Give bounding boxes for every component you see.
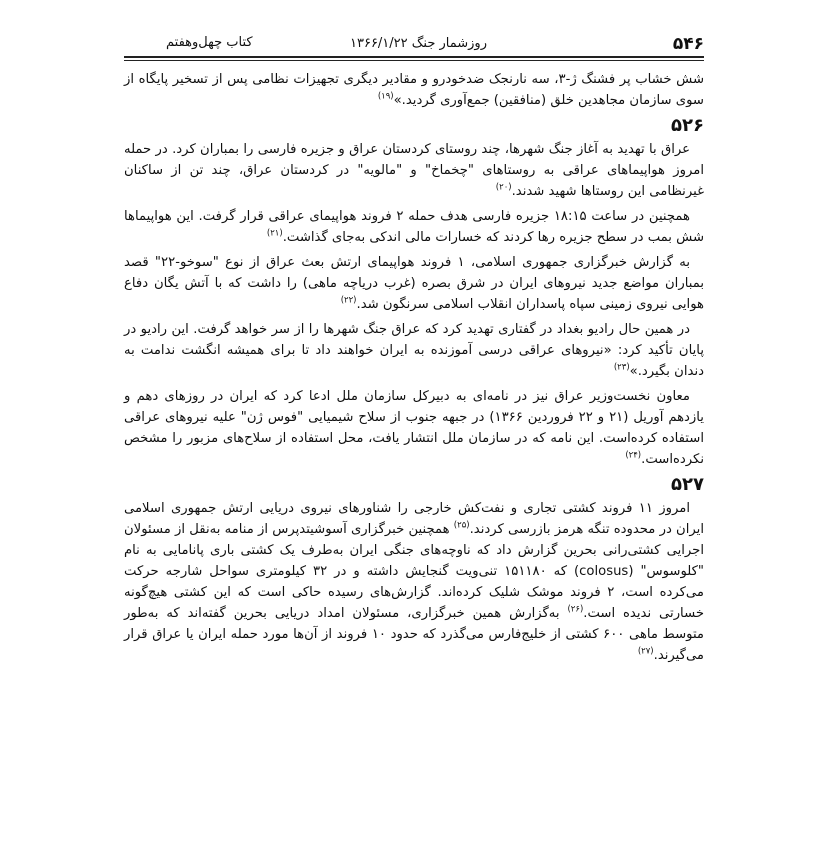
- paragraph-text: در همین حال رادیو بغداد در گفتاری تهدید کرد که عراق جنگ شهرها را از سر خواهد گرفت. این رادیو در پایان تأکید کرد: «نیروهای عراقی درسی آموزنده به ایران خواهند داد تا برای همیشه انگشت ندامت به دندان بگیرد.»: [124, 322, 704, 379]
- paragraph: [124, 319, 704, 382]
- footnote-ref: (۲۷): [637, 646, 654, 657]
- paragraph-text: همچنین خبرگزاری آسوشیتدپرس از منامه به‌نقل از مسئولان اجرایی کشتی‌رانی بحرین گزارش داد که ناوچه‌های جنگی ایران به‌طرف یک کشتی باری پانامایی به نام "کلوسوس" (colosus) که ۱۵۱۱۸۰ تنی‌ویت گنجایش داشته و در ۳۲ کیلومتری سواحل شارجه حرکت می‌کرده است، ۲ فروند موشک شلیک کرده‌اند. گزارش‌های رسیده حاکی است که این کشتی هیچ‌گونه خسارتی ندیده است.: [124, 522, 704, 621]
- footnote-ref: (۲۴): [625, 450, 642, 461]
- opening-paragraph: [124, 69, 704, 111]
- footnote-ref: (۲۲): [340, 295, 357, 306]
- footnote-ref: (۲۶): [567, 604, 584, 615]
- paragraph: [124, 206, 704, 248]
- section-number: ۵۲۶: [671, 115, 704, 136]
- page-number: ۵۴۶: [672, 34, 704, 54]
- running-title: روزشمار جنگ ۱۳۶۶/۱/۲۲: [350, 36, 487, 51]
- header-rule-thin: [124, 60, 704, 61]
- paragraph-text: به‌گزارش همین خبرگزاری، مسئولان امداد دریایی بحرین گفته‌اند که به‌طور متوسط ماهی ۶۰۰ کشتی از خلیج‌فارس می‌گذرد که حدود ۱۰ فروند از آن‌ها مورد حمله ایران یا عراق قرار می‌گیرند.: [124, 606, 704, 663]
- section-number: ۵۲۷: [671, 474, 704, 495]
- book-title: کتاب چهل‌وهفتم: [166, 35, 253, 50]
- footnote-ref: (۲۱): [266, 228, 283, 239]
- footnote-ref: (۲۵): [453, 520, 470, 531]
- paragraph-text: معاون نخست‌وزیر عراق نیز در نامه‌ای به دبیرکل سازمان ملل ادعا کرد که ایران در روزهای دهم و یازدهم آوریل (۲۱ و ۲۲ فروردین ۱۳۶۶) در جبهه جنوب از سلاح شیمیایی "فوس ژن" علیه نیروهای عراقی استفاده کرده‌است. این نامه که در سازمان ملل انتشار یافت، محل استفاده از سلاح‌های مزبور را مشخص نکرده‌است.: [124, 389, 704, 467]
- paragraph: [124, 386, 704, 470]
- paragraph-text: شش خشاب پر فشنگ ژ-۳، سه نارنجک ضدخودرو و مقادیر دیگری تجهیزات نظامی پس از تسخیر پایگاه از سوی سازمان مجاهدین خلق (منافقین) جمع‌آوری گردید.»: [124, 72, 705, 108]
- paragraph-text: امروز ۱۱ فروند کشتی تجاری و نفت‌کش خارجی را شناورهای نیروی دریایی ارتش جمهوری اسلامی ایران در محدوده تنگه هرمز بازرسی کردند.: [124, 501, 704, 537]
- paragraph-text: عراق با تهدید به آغاز جنگ شهرها، چند روستای کردستان عراق و جزیره فارسی را بمباران کرد. در حمله امروز هواپیماهای عراقی به روستاهای "چخماخ" و "مالویه" در کردستان عراق، چند تن از ساکنان غیرنظامی این روستاها شهید شدند.: [124, 142, 704, 199]
- footnote-ref: (۲۰): [495, 182, 512, 193]
- paragraph-text: به گزارش خبرگزاری جمهوری اسلامی، ۱ فروند هواپیمای ارتش بعث عراق از نوع "سوخو-۲۲" قصد بمباران مواضع جدید نیروهای ایران در شرق بصره (غرب دریاچه ماهی) را داشت که با آتش یگان دفاع هوایی نیروی زمینی سپاه پاسداران انقلاب اسلامی سرنگون شد.: [124, 255, 704, 312]
- header-rule: [124, 56, 704, 58]
- footnote-ref: (۲۳): [613, 362, 630, 373]
- page-header: [124, 30, 704, 56]
- paragraph: [124, 139, 704, 202]
- paragraph-text: همچنین در ساعت ۱۸:۱۵ جزیره فارسی هدف حمله ۲ فروند هواپیمای عراقی قرار گرفت. این هواپیماها شش بمب در سطح جزیره رها کردند که خسارات مالی اندکی به‌جای گذاشت.: [124, 209, 704, 245]
- paragraph: [124, 252, 704, 315]
- paragraph: [124, 498, 704, 666]
- page-body: [124, 69, 704, 670]
- footnote-ref: (۱۹): [377, 91, 394, 102]
